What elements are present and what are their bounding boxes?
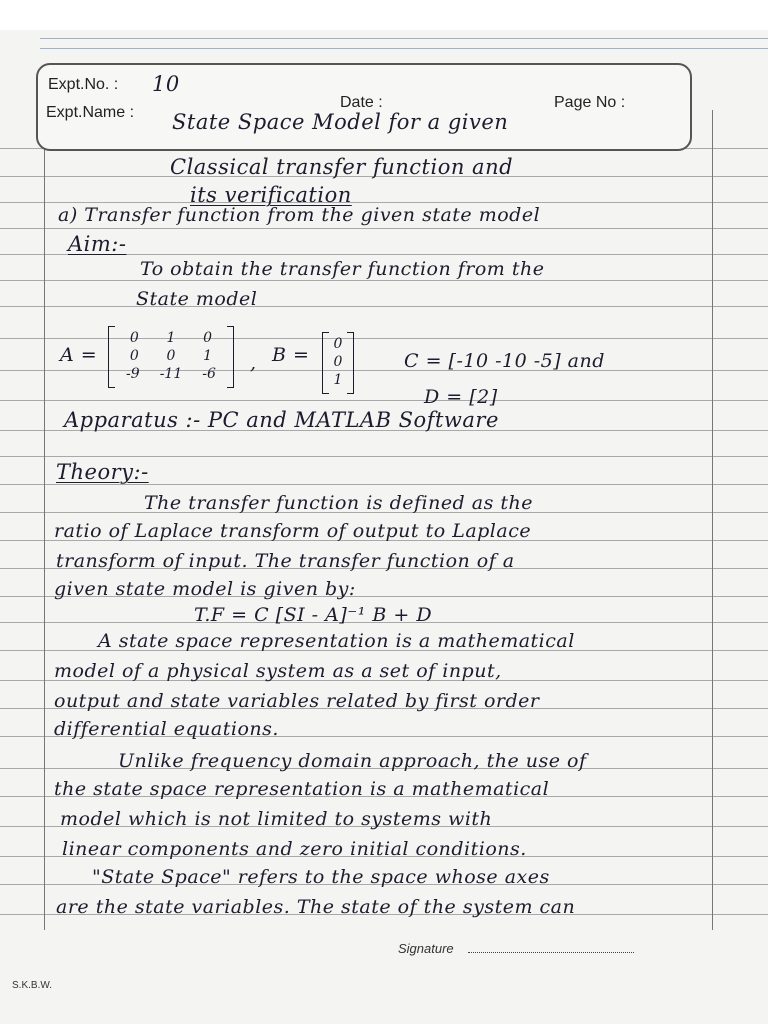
matrix-comma: , bbox=[250, 352, 257, 374]
top-rule-line bbox=[40, 38, 768, 39]
right-bracket bbox=[227, 326, 234, 388]
para4-line: "State Space" refers to the space whose axes bbox=[92, 866, 550, 888]
right-margin-line bbox=[712, 110, 713, 930]
ruled-line bbox=[0, 280, 768, 281]
ruled-line bbox=[0, 202, 768, 203]
matrix-a-cell: 0 bbox=[129, 330, 139, 346]
matrix-b bbox=[322, 332, 354, 392]
right-bracket bbox=[347, 332, 354, 394]
matrix-a-label: A = bbox=[60, 344, 98, 366]
section-a-heading: a) Transfer function from the given state model bbox=[58, 204, 541, 226]
matrix-a-cell: -6 bbox=[202, 366, 216, 382]
para3-line: model which is not limited to systems with bbox=[60, 808, 493, 830]
ruled-line bbox=[0, 306, 768, 307]
para3-line: Unlike frequency domain approach, the use of bbox=[118, 750, 587, 772]
theory-line: transform of input. The transfer function of a bbox=[56, 550, 515, 572]
matrix-b-label: B = bbox=[272, 344, 310, 366]
ruled-line bbox=[0, 400, 768, 401]
transfer-function-formula: T.F = C [SI - A]⁻¹ B + D bbox=[194, 604, 433, 626]
para2-line: differential equations. bbox=[54, 718, 279, 740]
expt-name-label: Expt.Name : bbox=[46, 104, 135, 121]
page-no-label: Page No : bbox=[554, 94, 626, 111]
matrix-a bbox=[108, 326, 234, 386]
matrix-a-cell: 0 bbox=[129, 348, 139, 364]
matrix-a-row bbox=[116, 329, 226, 347]
para2-line: A state space representation is a mathematical bbox=[98, 630, 575, 652]
matrix-d: D = [2] bbox=[424, 386, 498, 408]
aim-line2: State model bbox=[136, 288, 258, 310]
ruled-line bbox=[0, 228, 768, 229]
aim-line1: To obtain the transfer function from the bbox=[140, 258, 545, 280]
aim-heading: Aim:- bbox=[68, 232, 127, 256]
top-rule-line bbox=[40, 48, 768, 49]
theory-heading: Theory:- bbox=[56, 460, 149, 484]
matrix-a-row bbox=[116, 365, 226, 383]
para2-line: model of a physical system as a set of input, bbox=[54, 660, 502, 682]
ruled-line bbox=[0, 484, 768, 485]
para2-line: output and state variables related by first order bbox=[54, 690, 540, 712]
ruled-line bbox=[0, 456, 768, 457]
expt-name-line3: its verification bbox=[190, 183, 352, 207]
theory-line: ratio of Laplace transform of output to Laplace bbox=[54, 520, 532, 542]
matrix-b-cell: 0 bbox=[333, 336, 343, 352]
expt-name-line2: Classical transfer function and bbox=[170, 155, 514, 179]
page-top-strip bbox=[0, 0, 768, 30]
left-bracket bbox=[108, 326, 115, 388]
left-bracket bbox=[322, 332, 329, 394]
print-mark: S.K.B.W. bbox=[12, 980, 53, 991]
para4-line: are the state variables. The state of the system can bbox=[56, 896, 576, 918]
matrix-a-rows bbox=[108, 326, 234, 383]
left-margin-line bbox=[44, 110, 45, 930]
signature-label: Signature bbox=[398, 941, 454, 956]
matrix-a-cell: 0 bbox=[203, 330, 213, 346]
matrix-c: C = [-10 -10 -5] and bbox=[404, 350, 605, 372]
theory-line: The transfer function is defined as the bbox=[144, 492, 533, 514]
matrix-a-cell: -11 bbox=[159, 366, 183, 382]
matrix-b-cell: 0 bbox=[333, 354, 343, 370]
expt-no-label: Expt.No. : bbox=[48, 76, 119, 93]
expt-no-value: 10 bbox=[152, 72, 180, 96]
matrix-a-cell: 1 bbox=[166, 330, 176, 346]
apparatus-line: Apparatus :- PC and MATLAB Software bbox=[64, 408, 499, 432]
matrix-a-cell: 0 bbox=[166, 348, 176, 364]
para3-line: linear components and zero initial conditions. bbox=[62, 838, 527, 860]
matrix-b-cell: 1 bbox=[333, 372, 343, 388]
matrix-a-row bbox=[116, 347, 226, 365]
signature-line bbox=[468, 952, 634, 953]
date-label: Date : bbox=[340, 94, 383, 111]
matrix-a-cell: 1 bbox=[203, 348, 213, 364]
theory-line: given state model is given by: bbox=[54, 578, 356, 600]
para3-line: the state space representation is a mathematical bbox=[54, 778, 550, 800]
expt-name-line1: State Space Model for a given bbox=[172, 110, 509, 134]
matrix-a-cell: -9 bbox=[126, 366, 140, 382]
